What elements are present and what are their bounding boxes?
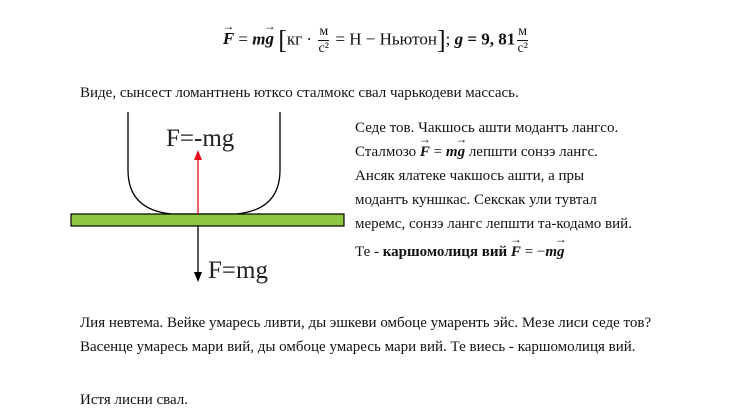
unit-newton: = Н − Ньютон [331, 29, 437, 49]
force-vector-reaction: → F [511, 240, 521, 264]
gravity-value: = 9, 81 [463, 29, 516, 49]
explanation-line-4: модантъ куншкас. Секскак ули тувтал [355, 192, 597, 208]
unit-kg: кг · [286, 29, 317, 49]
gravity-symbol: g [454, 29, 464, 49]
gravity-vector: → g [266, 24, 275, 54]
unit-numerator: м [319, 24, 329, 39]
force-vector-inline: → F [420, 140, 430, 164]
example-paragraph: Лия невтема. Вейке умаресь ливти, ды эшкеви омбоце умаренть эйс. Мезе лиси седе тов? Васенце умаресь мари вий, ды омбоце умаресь мари вий. Те виесь - каршомолиця вий. [80, 315, 652, 355]
gravity-force-arrowhead [194, 272, 202, 282]
gravity-unit-fraction [517, 24, 528, 57]
bracket-close: ] [436, 25, 446, 55]
gravity-unit-numerator: м [518, 24, 528, 39]
conclusion-text: Истя лисни свал. [80, 392, 189, 408]
formula-line [0, 24, 753, 57]
unit-denominator: с² [318, 41, 329, 56]
reaction-force-term: каршомолиця вий [382, 244, 511, 260]
upper-force-label: F=-mg [166, 125, 235, 152]
bracket-open: [ [278, 25, 287, 55]
gravity-vector-inline: → g [458, 140, 466, 164]
explanation-block [355, 116, 710, 264]
intro-text: Виде, сынсест ломантнень ютксо сталмокс свал чарькодеви массась. [80, 85, 519, 101]
formula-separator: ; [445, 29, 455, 49]
ground-surface [71, 214, 344, 226]
formula-equals: = [234, 29, 253, 49]
explanation-line-1: Седе тов. Чакшось ашти модантъ лангсо. [355, 120, 619, 136]
explanation-line-6: Те - каршомолиця вий → F = −m→ g [355, 240, 710, 264]
explanation-line-3: Ансяк ялатеке чакшось ашти, а пры [355, 168, 585, 184]
explanation-line-2: Сталмозо → F = m→ g лепшти сонзэ лангс. [355, 140, 710, 164]
unit-fraction [318, 24, 329, 57]
gravity-vector-reaction: → g [557, 240, 565, 264]
gravity-unit-denominator: с² [517, 41, 528, 56]
force-vector: → F [223, 24, 234, 54]
lower-force-label: F=mg [208, 257, 268, 284]
explanation-line-5: меремс, сонзэ лангс лепшти та-кодамо вий. [355, 216, 632, 232]
force-diagram [70, 110, 350, 290]
formula-mass: m [252, 29, 266, 49]
